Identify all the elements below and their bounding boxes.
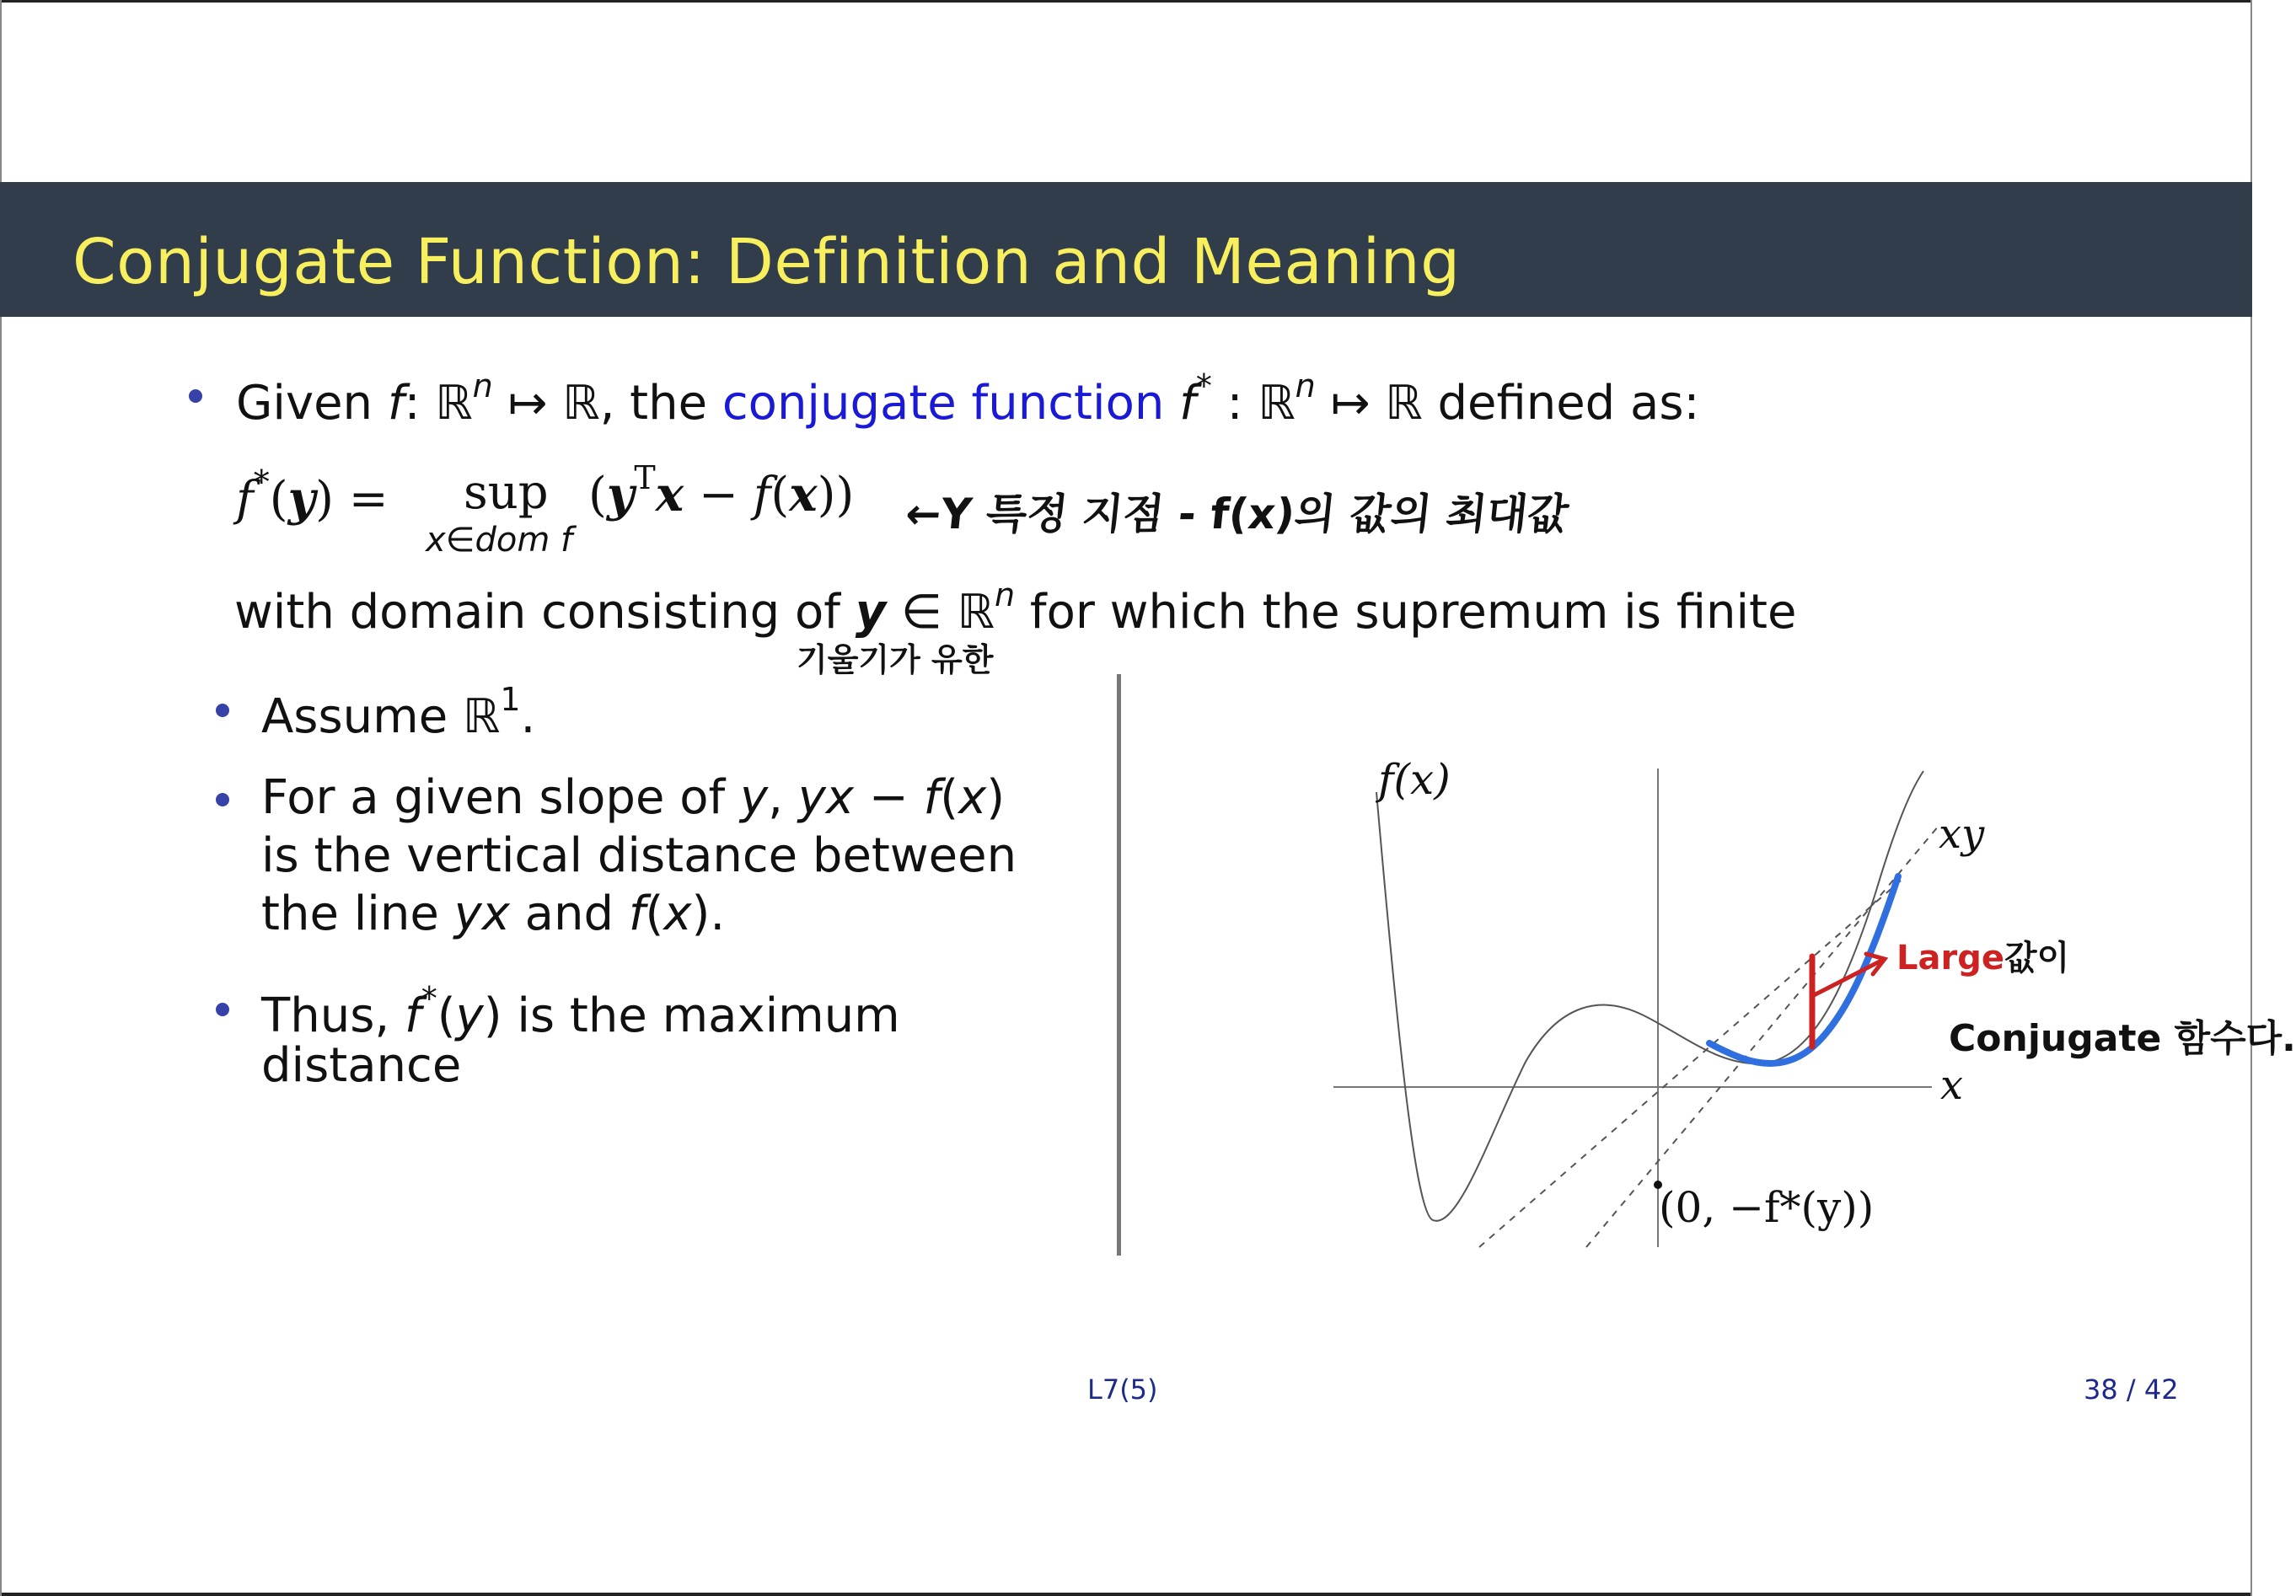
domain-post: for which the supremum is finite xyxy=(1015,585,1797,640)
formula-f: f xyxy=(236,472,254,527)
conjugate-function-term: conjugate function xyxy=(722,376,1165,431)
b1-sup: 1 xyxy=(500,681,521,718)
label-x: x xyxy=(1940,1062,1964,1109)
b2-l3-close: ). xyxy=(691,886,726,941)
n1: n xyxy=(472,367,493,404)
body-x: x xyxy=(655,467,684,522)
b2-l3-open: ( xyxy=(645,886,664,941)
sig2b: ↦ ℝ defined as: xyxy=(1315,376,1700,431)
label-xy: xy xyxy=(1939,811,1985,858)
label-intercept: (0, −f*(y)) xyxy=(1659,1183,1875,1232)
sig1: : ℝ xyxy=(404,376,473,431)
b2-l1-fx: ( xyxy=(940,770,959,825)
sup-subscript: x∈dom f xyxy=(426,521,573,560)
handwritten-large xyxy=(1896,931,2069,979)
domain-pre: with domain consisting of xyxy=(234,585,856,640)
red-arrow-shaft xyxy=(1812,961,1881,996)
large-suffix: 값이 xyxy=(2004,939,2070,977)
bullet-thus-line2: distance xyxy=(261,1038,462,1093)
body-f: f xyxy=(753,468,771,522)
b2-l1-expr: yx xyxy=(797,770,855,825)
b2-l1-x: x xyxy=(958,770,987,825)
b2-l3-x: x xyxy=(663,886,692,941)
blue-highlight-curve xyxy=(1709,876,1898,1063)
sup-operator: sup xyxy=(464,465,549,520)
b3-y: y xyxy=(455,988,484,1043)
b2-l3-pre: the line xyxy=(261,886,454,941)
formula-star: * xyxy=(253,463,270,501)
formula-open: ( xyxy=(269,472,288,527)
star: * xyxy=(1195,367,1212,404)
b3-f: f xyxy=(404,988,421,1043)
footer-lecture-id: L7(5) xyxy=(1087,1374,1158,1406)
b3-post: ) is the maximum xyxy=(483,988,900,1043)
b3-pre: Thus, xyxy=(261,988,405,1043)
b2-l3-yx: yx xyxy=(453,886,510,941)
large-word: Large xyxy=(1896,939,2004,977)
function-curve xyxy=(1376,771,1923,1221)
b2-l1-y: y xyxy=(739,770,769,825)
formula-eq: ) = xyxy=(315,472,389,527)
body-fopen: ( xyxy=(770,468,790,522)
domain-in: ∈ ℝ xyxy=(886,585,995,640)
body-fx: x xyxy=(789,467,818,522)
b2-l1-pre: For a given slope of xyxy=(261,770,740,825)
body-close: )) xyxy=(817,468,855,522)
body-minus: − xyxy=(684,468,754,522)
page-sep: / xyxy=(2126,1374,2136,1406)
domain-y: y xyxy=(855,585,887,640)
bullet-slope-line2: is the vertical distance between xyxy=(261,828,1017,883)
b2-l1-minus: − xyxy=(854,770,924,825)
b2-l1-comma: , xyxy=(768,770,798,825)
body-T: T xyxy=(634,459,656,496)
handwritten-conjugate: Conjugate 함수다. xyxy=(1949,1017,2296,1060)
b1-pre: Assume ℝ xyxy=(261,689,501,744)
sig2: : ℝ xyxy=(1211,376,1296,431)
page-current: 38 xyxy=(2084,1374,2118,1406)
body-y: y xyxy=(606,467,635,522)
label-fx: f(x) xyxy=(1378,755,1451,804)
b2-l1-close: ) xyxy=(986,770,1006,825)
domain-n: n xyxy=(994,576,1016,613)
body-open: ( xyxy=(588,468,607,522)
b2-l3-mid: and xyxy=(509,886,629,941)
handwritten-formula-note: ←Y 특정 지점 - f(x)의 값의 최대값 xyxy=(903,490,1571,538)
page-number xyxy=(2084,1374,2179,1406)
fstar: f xyxy=(1164,376,1196,431)
b2-l3-f: f xyxy=(628,886,646,941)
slide-title: Conjugate Function: Definition and Meaning xyxy=(72,226,1461,298)
b3-open: ( xyxy=(437,988,456,1043)
f-symbol: f xyxy=(387,376,405,431)
given-word: Given xyxy=(236,376,373,431)
formula-y: y xyxy=(287,471,316,527)
page-total: 42 xyxy=(2143,1374,2179,1406)
b1-post: . xyxy=(520,689,536,744)
sig1b: ↦ ℝ, the xyxy=(492,376,722,431)
b3-star: * xyxy=(421,980,437,1017)
handwritten-domain-note: 기울기가 유한 xyxy=(797,641,994,678)
n2: n xyxy=(1295,367,1316,404)
b2-l1-f: f xyxy=(923,770,941,825)
